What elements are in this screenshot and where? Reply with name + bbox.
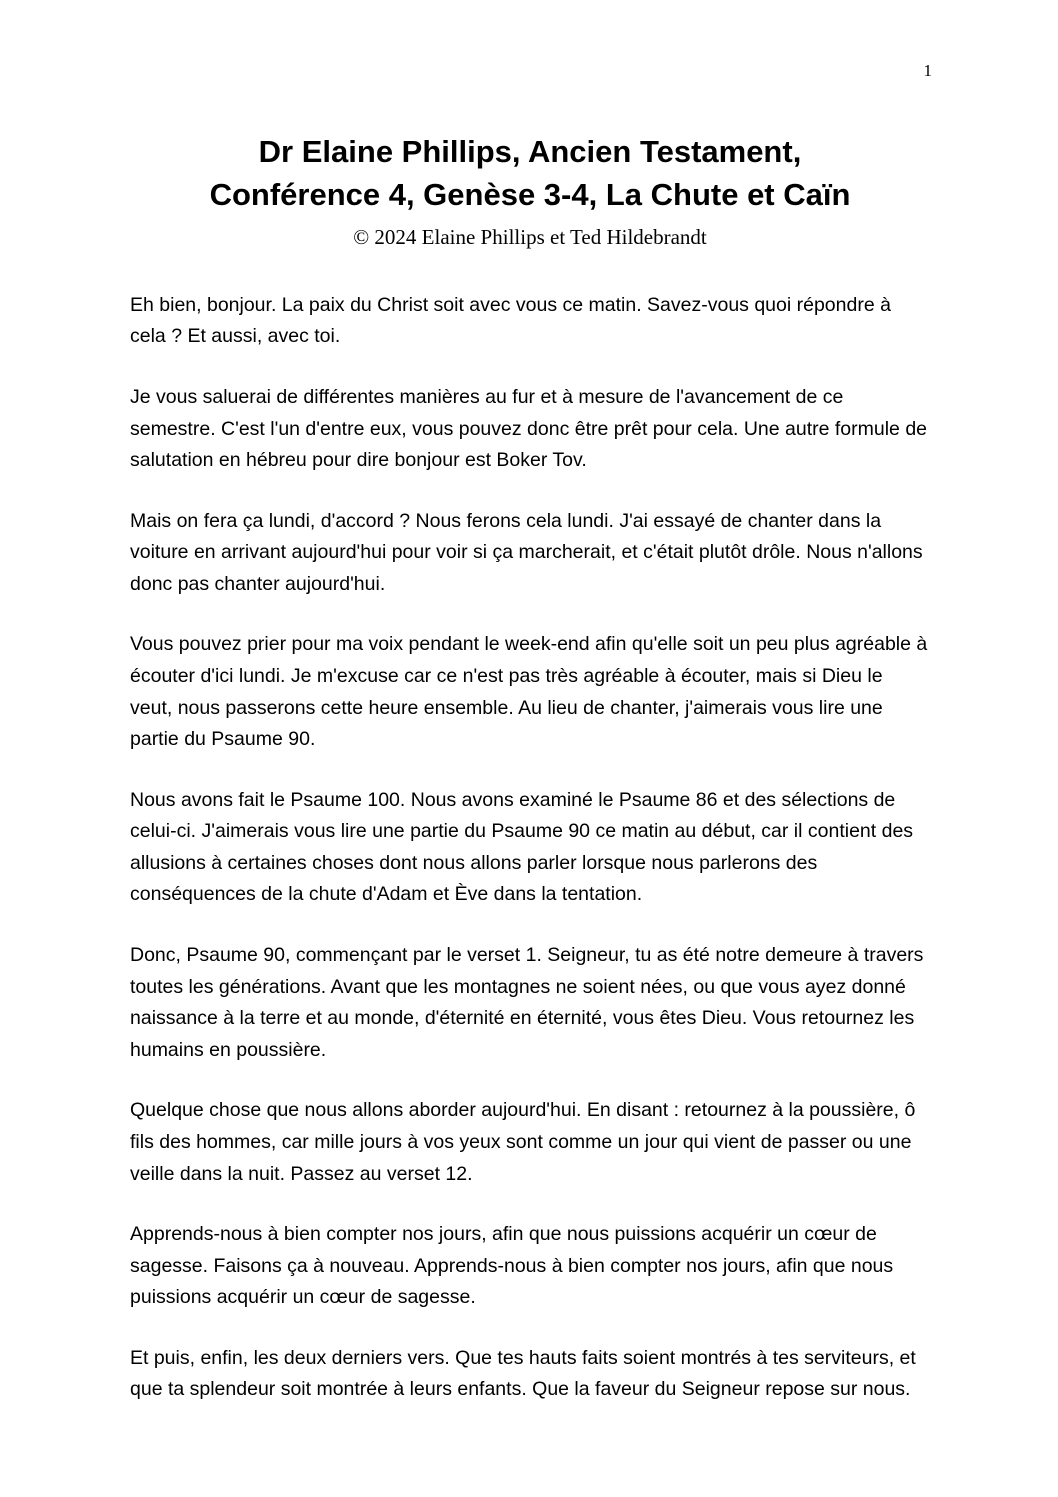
paragraph: Nous avons fait le Psaume 100. Nous avons examiné le Psaume 86 et des sélections de celui-ci. J'aimerais vous lire une partie du Psaume 90 ce matin au début, car il contient des allusions à certaines choses dont nous allons parler lorsque nous parlerons des conséquences de la chute d'Adam et Ève dans la tentation.: [130, 788, 914, 906]
paragraph: Quelque chose que nous allons aborder aujourd'hui. En disant : retournez à la poussière, ô fils des hommes, car mille jours à vos yeux sont comme un jour qui vient de passer ou une veille dans la nuit. Passez au verset 12.: [130, 1099, 916, 1185]
document-title: [130, 130, 930, 217]
title-line-1: Dr Elaine Phillips, Ancien Testament,: [258, 134, 802, 169]
copyright-line: © 2024 Elaine Phillips et Ted Hildebrandt: [353, 224, 707, 249]
paragraph: Vous pouvez prier pour ma voix pendant le week-end afin qu'elle soit un peu plus agréable à écouter d'ici lundi. Je m'excuse car ce n'est pas très agréable à écouter, mais si Dieu le veut, nous passerons cette heure ensemble. Au lieu de chanter, j'aimerais vous lire une partie du Psaume 90.: [130, 633, 928, 751]
body-text: [130, 290, 930, 1406]
paragraph: Et puis, enfin, les deux derniers vers. Que tes hauts faits soient montrés à tes serviteurs, et que ta splendeur soit montrée à leurs enfants. Que la faveur du Seigneur repose sur nous.: [130, 1346, 916, 1401]
paragraph: Je vous saluerai de différentes manières au fur et à mesure de l'avancement de ce semestre. C'est l'un d'entre eux, vous pouvez donc être prêt pour cela. Une autre formule de salutation en hébreu pour dire bonjour est Boker Tov.: [130, 385, 928, 472]
paragraph: Mais on fera ça lundi, d'accord ? Nous ferons cela lundi. J'ai essayé de chanter dans la voiture en arrivant aujourd'hui pour voir si ça marcherait, et c'était plutôt drôle. Nous n'allons donc pas chanter aujourd'hui.: [130, 509, 923, 595]
page-number: 1: [923, 61, 932, 80]
paragraph: Donc, Psaume 90, commençant par le verset 1. Seigneur, tu as été notre demeure à travers toutes les générations. Avant que les montagnes ne soient nées, ou que vous ayez donné naissance à la terre et au monde, d'éternité en éternité, vous êtes Dieu. Vous retournez les humains en poussière.: [130, 944, 924, 1061]
title-line-2: Conférence 4, Genèse 3-4, La Chute et Caïn: [209, 177, 851, 213]
paragraph: Apprends-nous à bien compter nos jours, afin que nous puissions acquérir un cœur de sagesse. Faisons ça à nouveau. Apprends-nous à bien compter nos jours, afin que nous puissions acquérir un cœur de sagesse.: [130, 1223, 894, 1309]
paragraph: Eh bien, bonjour. La paix du Christ soit avec vous ce matin. Savez-vous quoi répondre à cela ? Et aussi, avec toi.: [130, 293, 891, 348]
